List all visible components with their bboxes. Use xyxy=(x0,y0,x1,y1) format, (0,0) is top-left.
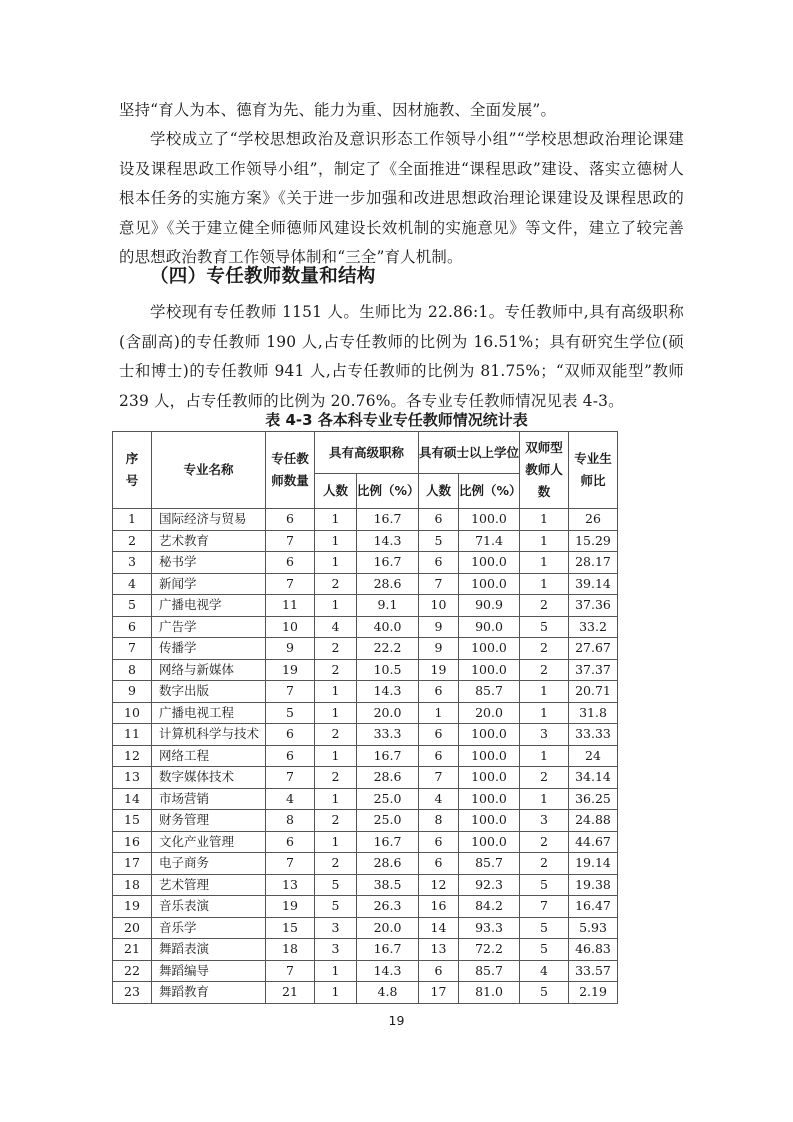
cell-major-name: 音乐学 xyxy=(152,917,266,939)
cell-master-count: 17 xyxy=(419,982,459,1004)
cell-dual-teachers: 2 xyxy=(520,831,569,853)
section-heading: （四）专任教师数量和结构 xyxy=(150,266,376,287)
cell-master-percent: 92.3 xyxy=(459,874,520,896)
cell-total-teachers: 6 xyxy=(266,745,315,767)
table-row xyxy=(113,767,618,789)
cell-senior-count: 2 xyxy=(315,659,357,681)
table-row xyxy=(113,552,618,574)
cell-master-percent: 100.0 xyxy=(459,573,520,595)
cell-seq: 7 xyxy=(113,638,152,660)
cell-seq: 13 xyxy=(113,767,152,789)
cell-master-percent: 100.0 xyxy=(459,745,520,767)
cell-senior-count: 2 xyxy=(315,638,357,660)
cell-master-percent: 100.0 xyxy=(459,638,520,660)
cell-seq: 12 xyxy=(113,745,152,767)
cell-major-name: 数字出版 xyxy=(152,681,266,703)
cell-master-percent: 72.2 xyxy=(459,939,520,961)
cell-seq: 3 xyxy=(113,552,152,574)
cell-master-percent: 90.0 xyxy=(459,616,520,638)
cell-seq: 22 xyxy=(113,960,152,982)
cell-senior-percent: 14.3 xyxy=(357,530,419,552)
cell-dual-teachers: 5 xyxy=(520,874,569,896)
cell-total-teachers: 4 xyxy=(266,788,315,810)
cell-total-teachers: 9 xyxy=(266,638,315,660)
cell-total-teachers: 15 xyxy=(266,917,315,939)
cell-seq: 23 xyxy=(113,982,152,1004)
cell-senior-percent: 10.5 xyxy=(357,659,419,681)
cell-master-percent: 100.0 xyxy=(459,767,520,789)
cell-total-teachers: 6 xyxy=(266,552,315,574)
cell-master-count: 19 xyxy=(419,659,459,681)
table-row xyxy=(113,831,618,853)
cell-senior-count: 2 xyxy=(315,724,357,746)
cell-student-teacher-ratio: 2.19 xyxy=(569,982,618,1004)
cell-master-count: 9 xyxy=(419,638,459,660)
cell-master-count: 7 xyxy=(419,573,459,595)
cell-seq: 14 xyxy=(113,788,152,810)
cell-master-count: 5 xyxy=(419,530,459,552)
cell-major-name: 计算机科学与技术 xyxy=(152,724,266,746)
cell-master-count: 6 xyxy=(419,724,459,746)
cell-senior-percent: 16.7 xyxy=(357,745,419,767)
cell-dual-teachers: 1 xyxy=(520,509,569,531)
header-senior-percent: 比例（%） xyxy=(357,474,419,509)
cell-major-name: 网络与新媒体 xyxy=(152,659,266,681)
cell-senior-percent: 25.0 xyxy=(357,788,419,810)
table-row xyxy=(113,530,618,552)
cell-dual-teachers: 3 xyxy=(520,810,569,832)
table-caption: 表 4-3 各本科专业专任教师情况统计表 xyxy=(265,411,528,429)
cell-student-teacher-ratio: 20.71 xyxy=(569,681,618,703)
cell-student-teacher-ratio: 44.67 xyxy=(569,831,618,853)
cell-major-name: 艺术管理 xyxy=(152,874,266,896)
cell-major-name: 广播电视工程 xyxy=(152,702,266,724)
cell-master-count: 6 xyxy=(419,853,459,875)
cell-major-name: 传播学 xyxy=(152,638,266,660)
table-row xyxy=(113,616,618,638)
header-senior-title: 具有高级职称 xyxy=(315,432,419,474)
cell-senior-count: 2 xyxy=(315,853,357,875)
cell-master-percent: 100.0 xyxy=(459,724,520,746)
cell-total-teachers: 19 xyxy=(266,896,315,918)
cell-seq: 8 xyxy=(113,659,152,681)
cell-major-name: 舞蹈编导 xyxy=(152,960,266,982)
cell-senior-percent: 16.7 xyxy=(357,509,419,531)
cell-major-name: 电子商务 xyxy=(152,853,266,875)
cell-master-percent: 90.9 xyxy=(459,595,520,617)
cell-senior-percent: 33.3 xyxy=(357,724,419,746)
cell-seq: 10 xyxy=(113,702,152,724)
cell-master-percent: 85.7 xyxy=(459,681,520,703)
cell-senior-count: 1 xyxy=(315,745,357,767)
cell-master-percent: 100.0 xyxy=(459,509,520,531)
cell-senior-percent: 25.0 xyxy=(357,810,419,832)
cell-senior-percent: 14.3 xyxy=(357,960,419,982)
cell-dual-teachers: 1 xyxy=(520,573,569,595)
cell-dual-teachers: 1 xyxy=(520,702,569,724)
cell-student-teacher-ratio: 24 xyxy=(569,745,618,767)
cell-master-count: 10 xyxy=(419,595,459,617)
cell-major-name: 艺术教育 xyxy=(152,530,266,552)
cell-student-teacher-ratio: 33.33 xyxy=(569,724,618,746)
table-row xyxy=(113,724,618,746)
cell-seq: 20 xyxy=(113,917,152,939)
cell-dual-teachers: 1 xyxy=(520,530,569,552)
table-row xyxy=(113,982,618,1004)
cell-student-teacher-ratio: 37.37 xyxy=(569,659,618,681)
cell-student-teacher-ratio: 46.83 xyxy=(569,939,618,961)
cell-major-name: 广播电视学 xyxy=(152,595,266,617)
cell-master-count: 6 xyxy=(419,552,459,574)
table-row xyxy=(113,810,618,832)
cell-senior-percent: 4.8 xyxy=(357,982,419,1004)
cell-student-teacher-ratio: 15.29 xyxy=(569,530,618,552)
cell-senior-count: 1 xyxy=(315,702,357,724)
cell-total-teachers: 5 xyxy=(266,702,315,724)
header-seq: 序号 xyxy=(113,432,152,509)
table-row xyxy=(113,745,618,767)
cell-seq: 17 xyxy=(113,853,152,875)
cell-master-percent: 20.0 xyxy=(459,702,520,724)
cell-master-percent: 100.0 xyxy=(459,788,520,810)
cell-major-name: 数字媒体技术 xyxy=(152,767,266,789)
cell-total-teachers: 7 xyxy=(266,573,315,595)
cell-senior-percent: 28.6 xyxy=(357,853,419,875)
cell-senior-percent: 16.7 xyxy=(357,552,419,574)
cell-master-percent: 81.0 xyxy=(459,982,520,1004)
table-row xyxy=(113,573,618,595)
cell-master-percent: 85.7 xyxy=(459,853,520,875)
cell-master-count: 12 xyxy=(419,874,459,896)
table-row xyxy=(113,896,618,918)
cell-major-name: 网络工程 xyxy=(152,745,266,767)
cell-seq: 6 xyxy=(113,616,152,638)
cell-master-count: 14 xyxy=(419,917,459,939)
cell-student-teacher-ratio: 16.47 xyxy=(569,896,618,918)
cell-master-count: 6 xyxy=(419,681,459,703)
cell-student-teacher-ratio: 33.57 xyxy=(569,960,618,982)
cell-senior-percent: 14.3 xyxy=(357,681,419,703)
cell-master-percent: 100.0 xyxy=(459,831,520,853)
cell-master-count: 4 xyxy=(419,788,459,810)
header-total-teachers: 专任教师数量 xyxy=(266,432,315,509)
cell-master-count: 6 xyxy=(419,509,459,531)
cell-seq: 15 xyxy=(113,810,152,832)
cell-total-teachers: 6 xyxy=(266,724,315,746)
cell-senior-count: 1 xyxy=(315,552,357,574)
cell-total-teachers: 7 xyxy=(266,767,315,789)
cell-major-name: 舞蹈表演 xyxy=(152,939,266,961)
cell-dual-teachers: 1 xyxy=(520,552,569,574)
cell-master-count: 8 xyxy=(419,810,459,832)
cell-seq: 9 xyxy=(113,681,152,703)
table-row xyxy=(113,874,618,896)
header-master-degree: 具有硕士以上学位 xyxy=(419,432,520,474)
cell-master-percent: 71.4 xyxy=(459,530,520,552)
cell-senior-percent: 26.3 xyxy=(357,896,419,918)
cell-major-name: 广告学 xyxy=(152,616,266,638)
header-major-name: 专业名称 xyxy=(152,432,266,509)
header-dual-teachers: 双师型教师人数 xyxy=(520,432,569,509)
cell-seq: 18 xyxy=(113,874,152,896)
cell-master-count: 6 xyxy=(419,745,459,767)
cell-seq: 1 xyxy=(113,509,152,531)
cell-student-teacher-ratio: 5.93 xyxy=(569,917,618,939)
table-row xyxy=(113,681,618,703)
paragraph-ideology: 学校成立了“学校思想政治及意识形态工作领导小组”“学校思想政治理论课建设及课程思政工作领导小组”，制定了《全面推进“课程思政”建设、落实立德树人根本任务的实施方案》《关于进一步加强和改进思想政治理论课建设及课程思政的意见》《关于建立健全师德师风建设长效机制的实施意见》等文件，建立了较完善的思想政治教育工作领导体制和“三全”育人机制。 xyxy=(119,130,684,266)
cell-senior-count: 2 xyxy=(315,767,357,789)
header-student-teacher-ratio: 专业生师比 xyxy=(569,432,618,509)
cell-total-teachers: 7 xyxy=(266,853,315,875)
cell-master-percent: 100.0 xyxy=(459,552,520,574)
cell-total-teachers: 19 xyxy=(266,659,315,681)
cell-student-teacher-ratio: 34.14 xyxy=(569,767,618,789)
cell-senior-percent: 38.5 xyxy=(357,874,419,896)
cell-dual-teachers: 7 xyxy=(520,896,569,918)
cell-total-teachers: 8 xyxy=(266,810,315,832)
table-row xyxy=(113,659,618,681)
cell-dual-teachers: 2 xyxy=(520,659,569,681)
cell-dual-teachers: 5 xyxy=(520,917,569,939)
cell-senior-percent: 16.7 xyxy=(357,939,419,961)
cell-dual-teachers: 1 xyxy=(520,745,569,767)
cell-total-teachers: 7 xyxy=(266,530,315,552)
cell-senior-count: 2 xyxy=(315,573,357,595)
cell-senior-count: 3 xyxy=(315,939,357,961)
cell-total-teachers: 7 xyxy=(266,960,315,982)
cell-senior-count: 1 xyxy=(315,831,357,853)
paragraph-intro: 坚持“育人为本、德育为先、能力为重、因材施教、全面发展”。 xyxy=(119,101,557,119)
cell-master-count: 6 xyxy=(419,831,459,853)
cell-major-name: 音乐表演 xyxy=(152,896,266,918)
cell-senior-percent: 28.6 xyxy=(357,573,419,595)
cell-senior-count: 1 xyxy=(315,595,357,617)
cell-dual-teachers: 2 xyxy=(520,853,569,875)
cell-student-teacher-ratio: 19.14 xyxy=(569,853,618,875)
cell-student-teacher-ratio: 24.88 xyxy=(569,810,618,832)
cell-senior-percent: 22.2 xyxy=(357,638,419,660)
cell-major-name: 财务管理 xyxy=(152,810,266,832)
cell-senior-count: 1 xyxy=(315,509,357,531)
cell-senior-count: 1 xyxy=(315,681,357,703)
cell-senior-count: 1 xyxy=(315,960,357,982)
cell-seq: 21 xyxy=(113,939,152,961)
cell-senior-count: 5 xyxy=(315,874,357,896)
cell-seq: 5 xyxy=(113,595,152,617)
cell-dual-teachers: 5 xyxy=(520,982,569,1004)
cell-master-percent: 93.3 xyxy=(459,917,520,939)
cell-master-percent: 85.7 xyxy=(459,960,520,982)
header-senior-count: 人数 xyxy=(315,474,357,509)
cell-total-teachers: 11 xyxy=(266,595,315,617)
cell-seq: 4 xyxy=(113,573,152,595)
cell-senior-percent: 28.6 xyxy=(357,767,419,789)
cell-total-teachers: 18 xyxy=(266,939,315,961)
cell-senior-count: 4 xyxy=(315,616,357,638)
table-row xyxy=(113,595,618,617)
cell-dual-teachers: 2 xyxy=(520,595,569,617)
cell-seq: 2 xyxy=(113,530,152,552)
cell-dual-teachers: 1 xyxy=(520,788,569,810)
cell-major-name: 新闻学 xyxy=(152,573,266,595)
cell-total-teachers: 6 xyxy=(266,831,315,853)
table-row xyxy=(113,638,618,660)
cell-student-teacher-ratio: 31.8 xyxy=(569,702,618,724)
cell-dual-teachers: 4 xyxy=(520,960,569,982)
cell-senior-percent: 20.0 xyxy=(357,702,419,724)
cell-senior-percent: 9.1 xyxy=(357,595,419,617)
cell-senior-count: 1 xyxy=(315,788,357,810)
table-row xyxy=(113,702,618,724)
table-row xyxy=(113,960,618,982)
cell-total-teachers: 13 xyxy=(266,874,315,896)
cell-senior-count: 5 xyxy=(315,896,357,918)
cell-senior-percent: 40.0 xyxy=(357,616,419,638)
cell-student-teacher-ratio: 19.38 xyxy=(569,874,618,896)
table-row xyxy=(113,788,618,810)
cell-total-teachers: 7 xyxy=(266,681,315,703)
cell-dual-teachers: 1 xyxy=(520,681,569,703)
page-number: 19 xyxy=(388,1013,405,1028)
cell-master-percent: 84.2 xyxy=(459,896,520,918)
header-master-count: 人数 xyxy=(419,474,459,509)
cell-master-percent: 100.0 xyxy=(459,659,520,681)
cell-seq: 11 xyxy=(113,724,152,746)
cell-seq: 19 xyxy=(113,896,152,918)
table-row xyxy=(113,939,618,961)
table-body xyxy=(113,509,618,1004)
cell-senior-count: 1 xyxy=(315,982,357,1004)
cell-total-teachers: 10 xyxy=(266,616,315,638)
cell-master-count: 1 xyxy=(419,702,459,724)
cell-dual-teachers: 5 xyxy=(520,939,569,961)
table-row xyxy=(113,509,618,531)
cell-student-teacher-ratio: 39.14 xyxy=(569,573,618,595)
cell-major-name: 国际经济与贸易 xyxy=(152,509,266,531)
teacher-stats-table xyxy=(112,431,618,1004)
cell-total-teachers: 21 xyxy=(266,982,315,1004)
cell-student-teacher-ratio: 27.67 xyxy=(569,638,618,660)
cell-seq: 16 xyxy=(113,831,152,853)
cell-student-teacher-ratio: 36.25 xyxy=(569,788,618,810)
cell-master-count: 13 xyxy=(419,939,459,961)
cell-senior-count: 2 xyxy=(315,810,357,832)
cell-total-teachers: 6 xyxy=(266,509,315,531)
cell-major-name: 文化产业管理 xyxy=(152,831,266,853)
paragraph-teachers: 学校现有专任教师 1151 人。生师比为 22.86:1。专任教师中,具有高级职称(含副高)的专任教师 190 人,占专任教师的比例为 16.51%；具有研究生学位(硕士和博士)的专任教师 941 人,占专任教师的比例为 81.75%；“双师双能型”教师 239 人，占专任教师的比例为 20.76%。各专业专任教师情况见表 4-3。 xyxy=(119,303,684,410)
cell-student-teacher-ratio: 28.17 xyxy=(569,552,618,574)
cell-dual-teachers: 2 xyxy=(520,638,569,660)
cell-senior-count: 3 xyxy=(315,917,357,939)
cell-dual-teachers: 2 xyxy=(520,767,569,789)
cell-senior-count: 1 xyxy=(315,530,357,552)
cell-senior-percent: 20.0 xyxy=(357,917,419,939)
cell-master-count: 9 xyxy=(419,616,459,638)
cell-senior-percent: 16.7 xyxy=(357,831,419,853)
cell-major-name: 舞蹈教育 xyxy=(152,982,266,1004)
cell-student-teacher-ratio: 37.36 xyxy=(569,595,618,617)
cell-major-name: 市场营销 xyxy=(152,788,266,810)
cell-major-name: 秘书学 xyxy=(152,552,266,574)
header-master-percent: 比例（%） xyxy=(459,474,520,509)
cell-master-count: 16 xyxy=(419,896,459,918)
cell-dual-teachers: 5 xyxy=(520,616,569,638)
cell-master-percent: 100.0 xyxy=(459,810,520,832)
table-row xyxy=(113,917,618,939)
cell-master-count: 6 xyxy=(419,960,459,982)
table-row xyxy=(113,853,618,875)
cell-student-teacher-ratio: 33.2 xyxy=(569,616,618,638)
cell-dual-teachers: 3 xyxy=(520,724,569,746)
cell-student-teacher-ratio: 26 xyxy=(569,509,618,531)
cell-master-count: 7 xyxy=(419,767,459,789)
